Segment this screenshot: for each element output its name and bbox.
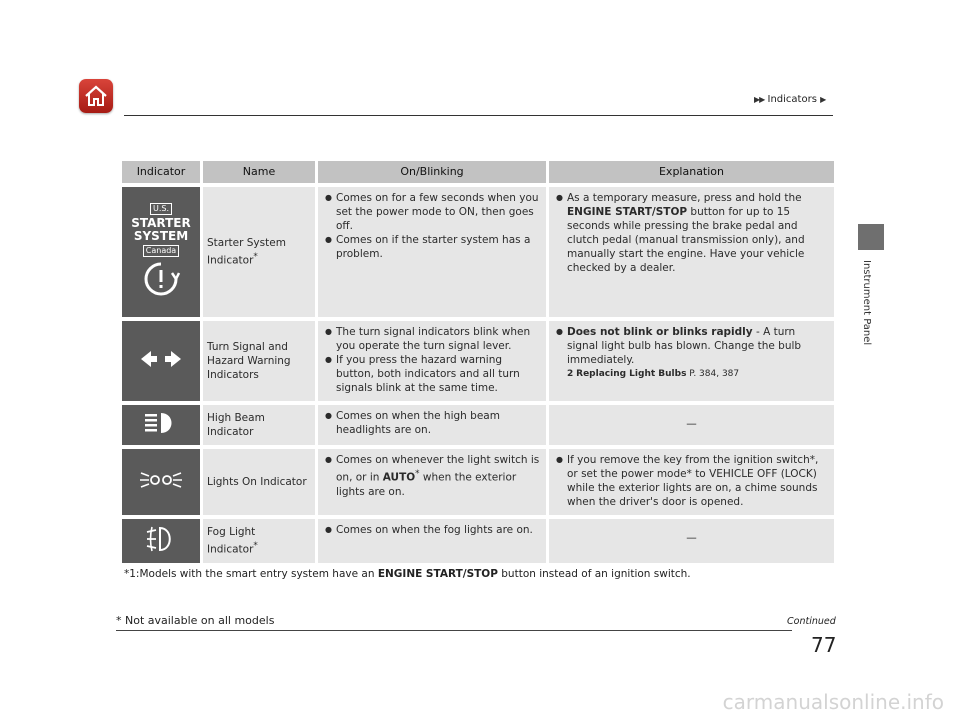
indicator-cell xyxy=(122,321,200,401)
indicator-cell xyxy=(122,187,200,317)
table-row xyxy=(122,449,834,515)
list-item: ● Comes on if the starter system has a problem. xyxy=(336,233,540,261)
fog-light-icon xyxy=(143,524,179,554)
indicator-cell xyxy=(122,449,200,515)
region-tag-us: U.S. xyxy=(150,203,172,215)
reference-mark-icon: 2 xyxy=(567,369,574,379)
starter-system-icon-line1: STARTER xyxy=(131,216,191,230)
starter-system-icon-line2: SYSTEM xyxy=(133,229,189,243)
list-item: ● Comes on when the high beam headlights are on. xyxy=(336,409,540,437)
empty-dash: — xyxy=(686,532,697,544)
watermark: carmanualsonline.info xyxy=(722,690,944,714)
list-item: ● The turn signal indicators blink when you operate the turn signal lever. xyxy=(336,325,540,353)
header-on-blinking: On/Blinking xyxy=(315,161,546,183)
list-item: ● Comes on for a few seconds when you set the power mode to ON, then goes off. xyxy=(336,191,540,233)
name-cell xyxy=(200,405,315,445)
lights-on-icon xyxy=(139,469,183,491)
turn-signal-icon xyxy=(139,349,183,369)
footnote-text: button instead of an ignition switch. xyxy=(497,568,691,580)
table-footnote xyxy=(124,568,691,580)
footnote-text: *1:Models with the smart entry system have an xyxy=(124,568,378,580)
explanation-cell xyxy=(546,519,834,563)
explanation-cell xyxy=(546,405,834,445)
explanation-cell xyxy=(546,187,834,317)
footnote-mark: * xyxy=(415,469,420,479)
reference-pages: P. 384, 387 xyxy=(686,369,740,379)
indicators-table xyxy=(122,157,834,567)
explanation-text: button for up to 15 seconds while pressing the brake pedal and clutch pedal (manual transmission only), and manually start the engine. Have your vehicle checked by a dealer. xyxy=(567,206,805,274)
table-row xyxy=(122,519,834,563)
on-blinking-cell xyxy=(315,405,546,445)
indicator-name: Turn Signal and Hazard Warning Indicators xyxy=(207,341,291,381)
section-tab-marker[interactable] xyxy=(858,224,884,250)
table-row xyxy=(122,321,834,401)
explanation-cell xyxy=(546,321,834,401)
home-icon xyxy=(82,82,110,110)
header-name: Name xyxy=(200,161,315,183)
header-rule xyxy=(124,115,833,116)
name-cell xyxy=(200,187,315,317)
breadcrumb-arrows-icon: ▶▶ xyxy=(754,95,765,104)
starter-system-icon xyxy=(122,259,200,303)
list-item xyxy=(336,453,540,499)
section-tab-label: Instrument Panel xyxy=(861,260,872,346)
availability-note: * Not available on all models xyxy=(116,614,275,627)
breadcrumb[interactable] xyxy=(754,94,825,105)
indicator-cell xyxy=(122,405,200,445)
explanation-text: - A turn signal light bulb has blown. Change the bulb immediately. xyxy=(567,326,802,366)
on-text: Comes on whenever the light switch is on, or in xyxy=(336,454,540,484)
footer-rule xyxy=(116,630,792,631)
name-cell xyxy=(200,519,315,563)
name-cell xyxy=(200,321,315,401)
explanation-bold: ENGINE START/STOP xyxy=(567,206,688,218)
table-row xyxy=(122,405,834,445)
continued-label: Continued xyxy=(787,616,836,627)
breadcrumb-end-arrow-icon: ▶ xyxy=(820,95,826,104)
reference-title[interactable]: Replacing Light Bulbs xyxy=(576,369,687,379)
on-text: when the exterior lights are on. xyxy=(336,471,517,498)
high-beam-icon xyxy=(141,410,181,436)
cross-reference-link[interactable] xyxy=(567,367,828,381)
on-blinking-cell xyxy=(315,187,546,317)
list-item xyxy=(567,191,828,275)
header-indicator: Indicator xyxy=(122,161,200,183)
on-bold: AUTO xyxy=(382,471,416,484)
indicator-name: Lights On Indicator xyxy=(207,476,307,488)
name-cell xyxy=(200,449,315,515)
footnote-mark: * xyxy=(253,541,258,552)
footnote-mark: * xyxy=(253,252,258,263)
on-blinking-cell xyxy=(315,321,546,401)
on-blinking-cell xyxy=(315,449,546,515)
region-tag-canada: Canada xyxy=(143,245,179,257)
home-button[interactable] xyxy=(79,79,113,113)
page-number: 77 xyxy=(811,633,837,657)
table-header-row xyxy=(122,161,834,183)
header-explanation: Explanation xyxy=(546,161,834,183)
indicator-name: Starter System Indicator xyxy=(207,237,286,267)
empty-dash: — xyxy=(686,418,697,430)
explanation-bold: Does not blink or blinks rapidly xyxy=(567,326,753,338)
list-item: ● If you remove the key from the ignition switch*, or set the power mode* to VEHICLE OFF (LOCK) while the exterior lights are on, a chime sounds when the driver's door is opened. xyxy=(567,453,828,509)
list-item: ● Comes on when the fog lights are on. xyxy=(336,523,540,537)
indicator-name: High Beam Indicator xyxy=(207,412,265,438)
on-blinking-cell xyxy=(315,519,546,563)
list-item xyxy=(567,325,828,367)
footnote-bold: ENGINE START/STOP xyxy=(377,568,498,580)
breadcrumb-label[interactable]: Indicators xyxy=(767,94,817,105)
explanation-cell xyxy=(546,449,834,515)
list-item: ● If you press the hazard warning button, both indicators and all turn signals blink at the same time. xyxy=(336,353,540,395)
indicator-name: Fog Light Indicator xyxy=(207,526,256,556)
indicator-cell xyxy=(122,519,200,563)
explanation-text: As a temporary measure, press and hold the xyxy=(567,192,802,204)
table-row xyxy=(122,187,834,317)
